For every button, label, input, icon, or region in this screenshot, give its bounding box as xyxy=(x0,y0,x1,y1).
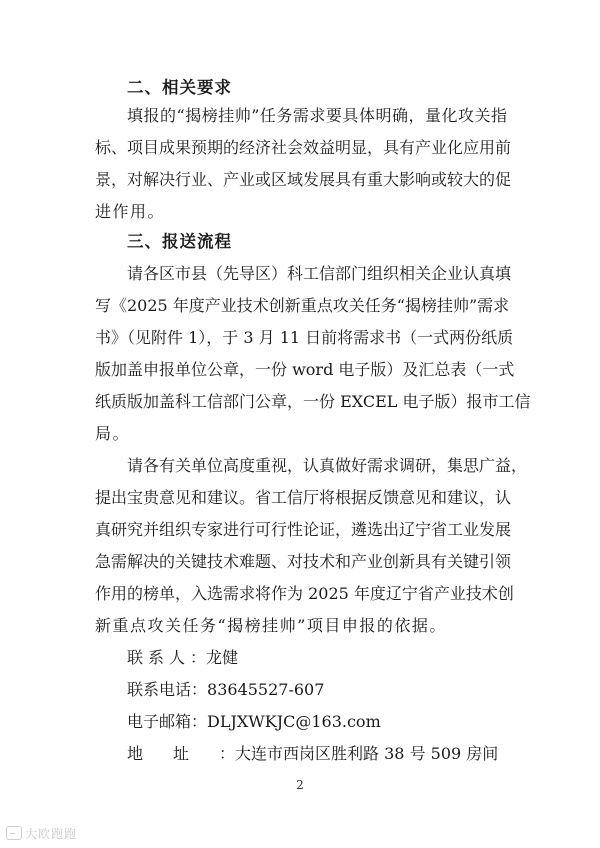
paragraph-line: 局。 xyxy=(95,424,131,443)
watermark-logo-icon xyxy=(6,826,22,840)
watermark xyxy=(6,825,77,842)
paragraph-line: 书》（见附件 1），于 3 月 11 日前将需求书（一式两份纸质 xyxy=(95,328,514,347)
paragraph-line: 提出宝贵意见和建议。省工信厅将根据反馈意见和建议，认 xyxy=(95,488,512,507)
paragraph-line: 急需解决的关键技术难题、对技术和产业创新具有关键引领 xyxy=(95,552,512,571)
paragraph-line: 真研究并组织专家进行可行性论证，遴选出辽宁省工业发展 xyxy=(95,520,512,539)
paragraph-line: 进作用。 xyxy=(95,202,166,221)
section-heading-process: 三、报送流程 xyxy=(127,232,232,251)
page-number: 2 xyxy=(296,778,304,792)
contact-email-value: DLJXWKJC@163.com xyxy=(207,712,381,731)
contact-person xyxy=(127,648,238,668)
paragraph-line: 纸质版加盖科工信部门公章，一份 EXCEL 电子版）报市工信 xyxy=(95,392,531,411)
paragraph-line: 作用的榜单，入选需求将作为 2025 年度辽宁省产业技术创 xyxy=(95,584,514,603)
contact-address-sep: ： xyxy=(219,744,236,763)
paragraph-line: 景，对解决行业、产业或区域发展具有重大影响或较大的促 xyxy=(95,170,512,189)
contact-phone-sep: ： xyxy=(191,680,208,699)
contact-address-label: 地址 xyxy=(127,744,220,763)
contact-email-label: 电子邮箱 xyxy=(127,712,192,731)
section-heading-requirements: 二、相关要求 xyxy=(127,78,232,97)
contact-phone-label: 联系电话 xyxy=(127,680,192,699)
contact-email-sep: ： xyxy=(191,712,208,731)
contact-phone xyxy=(127,680,324,700)
paragraph-line: 标、项目成果预期的经济社会效益明显，具有产业化应用前 xyxy=(95,138,512,157)
contact-person-sep: ： xyxy=(190,648,207,667)
watermark-text: 大欧跑跑 xyxy=(25,827,78,841)
contact-address xyxy=(127,744,498,764)
paragraph-line: 版加盖申报单位公章，一份 word 电子版）及汇总表（一式 xyxy=(95,360,515,379)
contact-person-value: 龙健 xyxy=(206,648,239,667)
contact-person-label: 联系人 xyxy=(127,648,191,667)
paragraph-line: 请各有关单位高度重视，认真做好需求调研，集思广益， xyxy=(127,456,528,475)
contact-address-value: 大连市西岗区胜利路 38 号 509 房间 xyxy=(235,744,499,763)
contact-email xyxy=(127,712,381,732)
paragraph-line: 填报的“揭榜挂帅”任务需求要具体明确，量化攻关指 xyxy=(127,106,507,125)
paragraph-line: 新重点攻关任务“揭榜挂帅”项目申报的依据。 xyxy=(95,616,447,635)
paragraph-line: 写《2025 年度产业技术创新重点攻关任务“揭榜挂帅”需求 xyxy=(95,296,510,315)
contact-phone-value: 83645527-607 xyxy=(207,680,325,699)
paragraph-line: 请各区市县（先导区）科工信部门组织相关企业认真填 xyxy=(127,264,512,283)
